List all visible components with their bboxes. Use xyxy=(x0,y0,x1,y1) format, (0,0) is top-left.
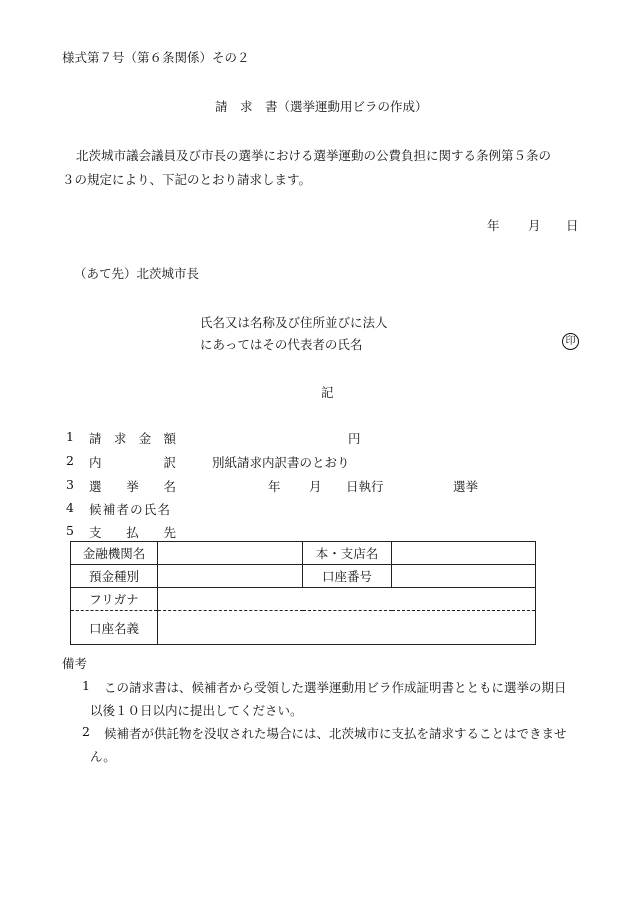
payment-table xyxy=(70,541,536,645)
item-2-label-char: 内 xyxy=(89,455,102,470)
title-main: 請 求 書 xyxy=(215,99,278,114)
date-month-label: 月 xyxy=(528,218,541,233)
ki-heading: 記 xyxy=(321,385,334,400)
table-row xyxy=(71,611,536,645)
seal-mark: 印 xyxy=(562,333,579,350)
item-3-label-char: 名 xyxy=(163,479,176,494)
document-title xyxy=(215,97,428,115)
item-5-label-char: 支 xyxy=(89,525,102,540)
account-holder-cell[interactable] xyxy=(158,611,536,645)
item-1-yen-unit: 円 xyxy=(348,431,361,446)
item-3-number: 3 xyxy=(66,477,74,492)
account-holder-label: 口座名義 xyxy=(71,611,158,645)
item-1-label-char: 請 xyxy=(89,431,102,446)
intro-line-2: ３の規定により、下記のとおり請求します。 xyxy=(62,172,312,187)
account-type-label: 預金種別 xyxy=(71,565,158,588)
table-row xyxy=(71,542,536,565)
item-3-date-suffix: 日執行 xyxy=(346,479,384,494)
note-2-number: 2 xyxy=(82,724,90,739)
note-1-line-2: 以後１０日以内に提出してください。 xyxy=(90,703,303,718)
form-number: 様式第７号（第６条関係）その２ xyxy=(62,50,250,65)
date-day-label: 日 xyxy=(566,218,579,233)
furigana-label: フリガナ xyxy=(71,588,158,611)
item-1-label-char: 金 xyxy=(138,431,152,446)
applicant-line-2: にあってはその代表者の氏名 xyxy=(200,337,363,352)
item-5-label-char: 払 xyxy=(126,525,139,540)
account-type-cell[interactable] xyxy=(158,565,303,588)
item-5-label-char: 先 xyxy=(163,525,176,540)
item-3-year-label: 年 xyxy=(268,479,281,494)
date-year-label: 年 xyxy=(487,218,500,233)
item-2-value: 別紙請求内訳書のとおり xyxy=(212,455,350,470)
title-sub: （選挙運動用ビラの作成） xyxy=(277,99,428,114)
item-4-number: 4 xyxy=(66,500,74,515)
account-number-label: 口座番号 xyxy=(303,565,392,588)
branch-name-label: 本・支店名 xyxy=(303,542,392,565)
table-row xyxy=(71,588,536,611)
note-1-line-1: この請求書は、候補者から受領した選挙運動用ビラ作成証明書とともに選挙の期日 xyxy=(104,680,567,695)
item-3-label xyxy=(89,477,176,495)
table-row xyxy=(71,565,536,588)
item-1-label-char: 求 xyxy=(113,431,127,446)
item-3-month-label: 月 xyxy=(309,479,322,494)
note-2-line-1: 候補者が供託物を没収された場合には、北茨城市に支払を請求することはできませ xyxy=(104,726,567,741)
bank-name-label: 金融機関名 xyxy=(71,542,158,565)
applicant-line-1: 氏名又は名称及び住所並びに法人 xyxy=(200,315,388,330)
addressee: （あて先）北茨城市長 xyxy=(74,266,200,281)
bank-name-cell[interactable] xyxy=(158,542,303,565)
branch-name-cell[interactable] xyxy=(392,542,536,565)
note-2-line-2: ん。 xyxy=(90,749,116,764)
notes-heading: 備考 xyxy=(62,656,88,671)
item-4-label: 候補者の氏名 xyxy=(89,502,172,517)
item-3-label-char: 挙 xyxy=(126,479,139,494)
item-2-label-char: 訳 xyxy=(163,455,176,470)
note-1-number: 1 xyxy=(82,678,90,693)
item-3-label-char: 選 xyxy=(89,479,102,494)
furigana-cell[interactable] xyxy=(158,588,536,611)
item-1-label xyxy=(89,429,176,447)
account-number-cell[interactable] xyxy=(392,565,536,588)
intro-line-1: 北茨城市議会議員及び市長の選挙における選挙運動の公費負担に関する条例第５条の xyxy=(76,148,552,163)
item-2-label xyxy=(89,453,176,471)
item-2-number: 2 xyxy=(66,453,74,468)
item-5-label xyxy=(89,523,176,541)
item-1-label-char: 額 xyxy=(163,431,176,446)
item-1-number: 1 xyxy=(66,429,74,444)
item-5-number: 5 xyxy=(66,523,74,538)
item-3-election-suffix: 選挙 xyxy=(453,479,479,494)
